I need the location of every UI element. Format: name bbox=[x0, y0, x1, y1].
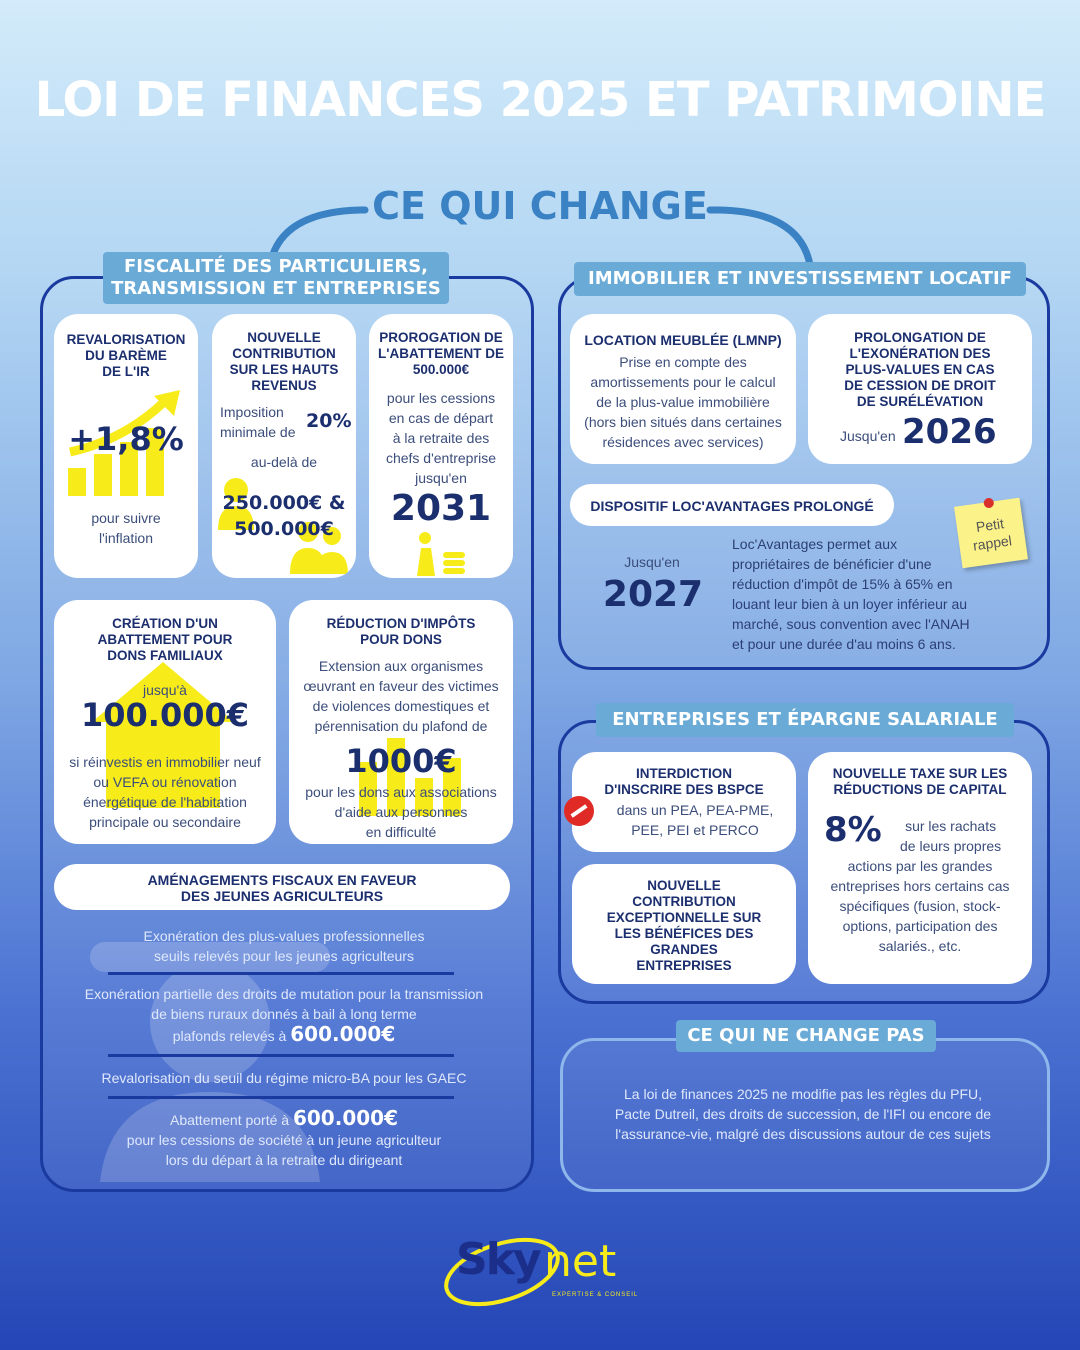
card-reduction-dons: RÉDUCTION D'IMPÔTS POUR DONS Extension aux organismes œuvrant en faveur des victimes de violences domestiques et pérennisation du plafond de 1000€ pour les dons aux associations d'aide aux personnes en difficulté bbox=[289, 600, 513, 844]
card-prolongation-exoneration: PROLONGATION DE L'EXONÉRATION DES PLUS-VALUES EN CAS DE CESSION DE DROIT DE SURÉLÉVATION Jusqu'en 2026 bbox=[808, 314, 1032, 464]
agri-value-2: 600.000€ bbox=[292, 1106, 398, 1130]
card-prorogation-abattement: PROROGATION DE L'ABATTEMENT DE 500.000€ pour les cessions en cas de départ à la retraite des chefs d'entreprise jusqu'en 2031 bbox=[369, 314, 513, 578]
page-title: LOI DE FINANCES 2025 ET PATRIMOINE bbox=[34, 72, 1046, 128]
card-hauts-revenus: NOUVELLE CONTRIBUTION SUR LES HAUTS REVENUS Imposition minimale de 20% au-delà de 250.000€ & 500.000€ bbox=[212, 314, 356, 578]
taxe-value: 8% bbox=[824, 810, 882, 850]
section-subtitle: CE QUI CHANGE bbox=[372, 184, 708, 228]
dons-value: 1000€ bbox=[345, 742, 457, 780]
card-lmnp: LOCATION MEUBLÉE (LMNP) Prise en compte des amortissements pour le calcul de la plus-value immobilière (hors bien situés dans certaines résidences avec services) bbox=[570, 314, 796, 464]
prolong-year: 2026 bbox=[902, 412, 997, 452]
hauts-pct: 20% bbox=[306, 410, 352, 432]
card-jeunes-agriculteurs-title: AMÉNAGEMENTS FISCAUX EN FAVEUR DES JEUNES AGRICULTEURS bbox=[54, 864, 510, 910]
card-taxe-reductions-capital: NOUVELLE TAXE SUR LES RÉDUCTIONS DE CAPITAL 8% sur les rachats de leurs propres actions par les grandes entreprises hors certains cas spécifiques (fusion, stock- options, participation des salariés., etc. bbox=[808, 752, 1032, 984]
card-loc-avantages-title: DISPOSITIF LOC'AVANTAGES PROLONGÉ bbox=[570, 484, 894, 526]
sticky-note: Petit rappel bbox=[954, 498, 1028, 569]
divider bbox=[108, 1054, 454, 1057]
immobilier-label: IMMOBILIER ET INVESTISSEMENT LOCATIF bbox=[574, 262, 1026, 296]
divider bbox=[108, 972, 454, 975]
card-dons-familiaux: CRÉATION D'UN ABATTEMENT POUR DONS FAMILIAUX jusqu'à 100.000€ si réinvestis en immobilier neuf ou VEFA ou rénovation énergétique de l'habitation principale ou secondaire bbox=[54, 600, 276, 844]
dons-fam-value: 100.000€ bbox=[80, 696, 249, 734]
prorog-year: 2031 bbox=[390, 488, 492, 529]
loc-year: 2027 bbox=[602, 574, 704, 615]
forbidden-icon bbox=[564, 796, 594, 826]
ne-change-pas-label: CE QUI NE CHANGE PAS bbox=[676, 1020, 936, 1052]
entreprises-label: ENTREPRISES ET ÉPARGNE SALARIALE bbox=[596, 703, 1014, 737]
card-contribution-exceptionnelle: NOUVELLE CONTRIBUTION EXCEPTIONNELLE SUR LES BÉNÉFICES DES GRANDES ENTREPRISES bbox=[572, 864, 796, 984]
card-revalorisation-ir: REVALORISATION DU BARÈME DE L'IR +1,8% pour suivre l'inflation bbox=[54, 314, 198, 578]
pin-icon bbox=[983, 497, 994, 508]
left-panel-label: FISCALITÉ DES PARTICULIERS, TRANSMISSION ET ENTREPRISES bbox=[103, 252, 449, 304]
skynet-logo: Sky net EXPERTISE & CONSEIL bbox=[440, 1220, 640, 1310]
ir-value: +1,8% bbox=[68, 420, 184, 458]
divider bbox=[108, 1096, 454, 1099]
card-bspce: INTERDICTION D'INSCRIRE DES BSPCE dans un PEA, PEA-PME, PEE, PEI et PERCO bbox=[572, 752, 796, 852]
retirement-coins-icon bbox=[413, 530, 473, 576]
agri-value-1: 600.000€ bbox=[290, 1022, 396, 1046]
